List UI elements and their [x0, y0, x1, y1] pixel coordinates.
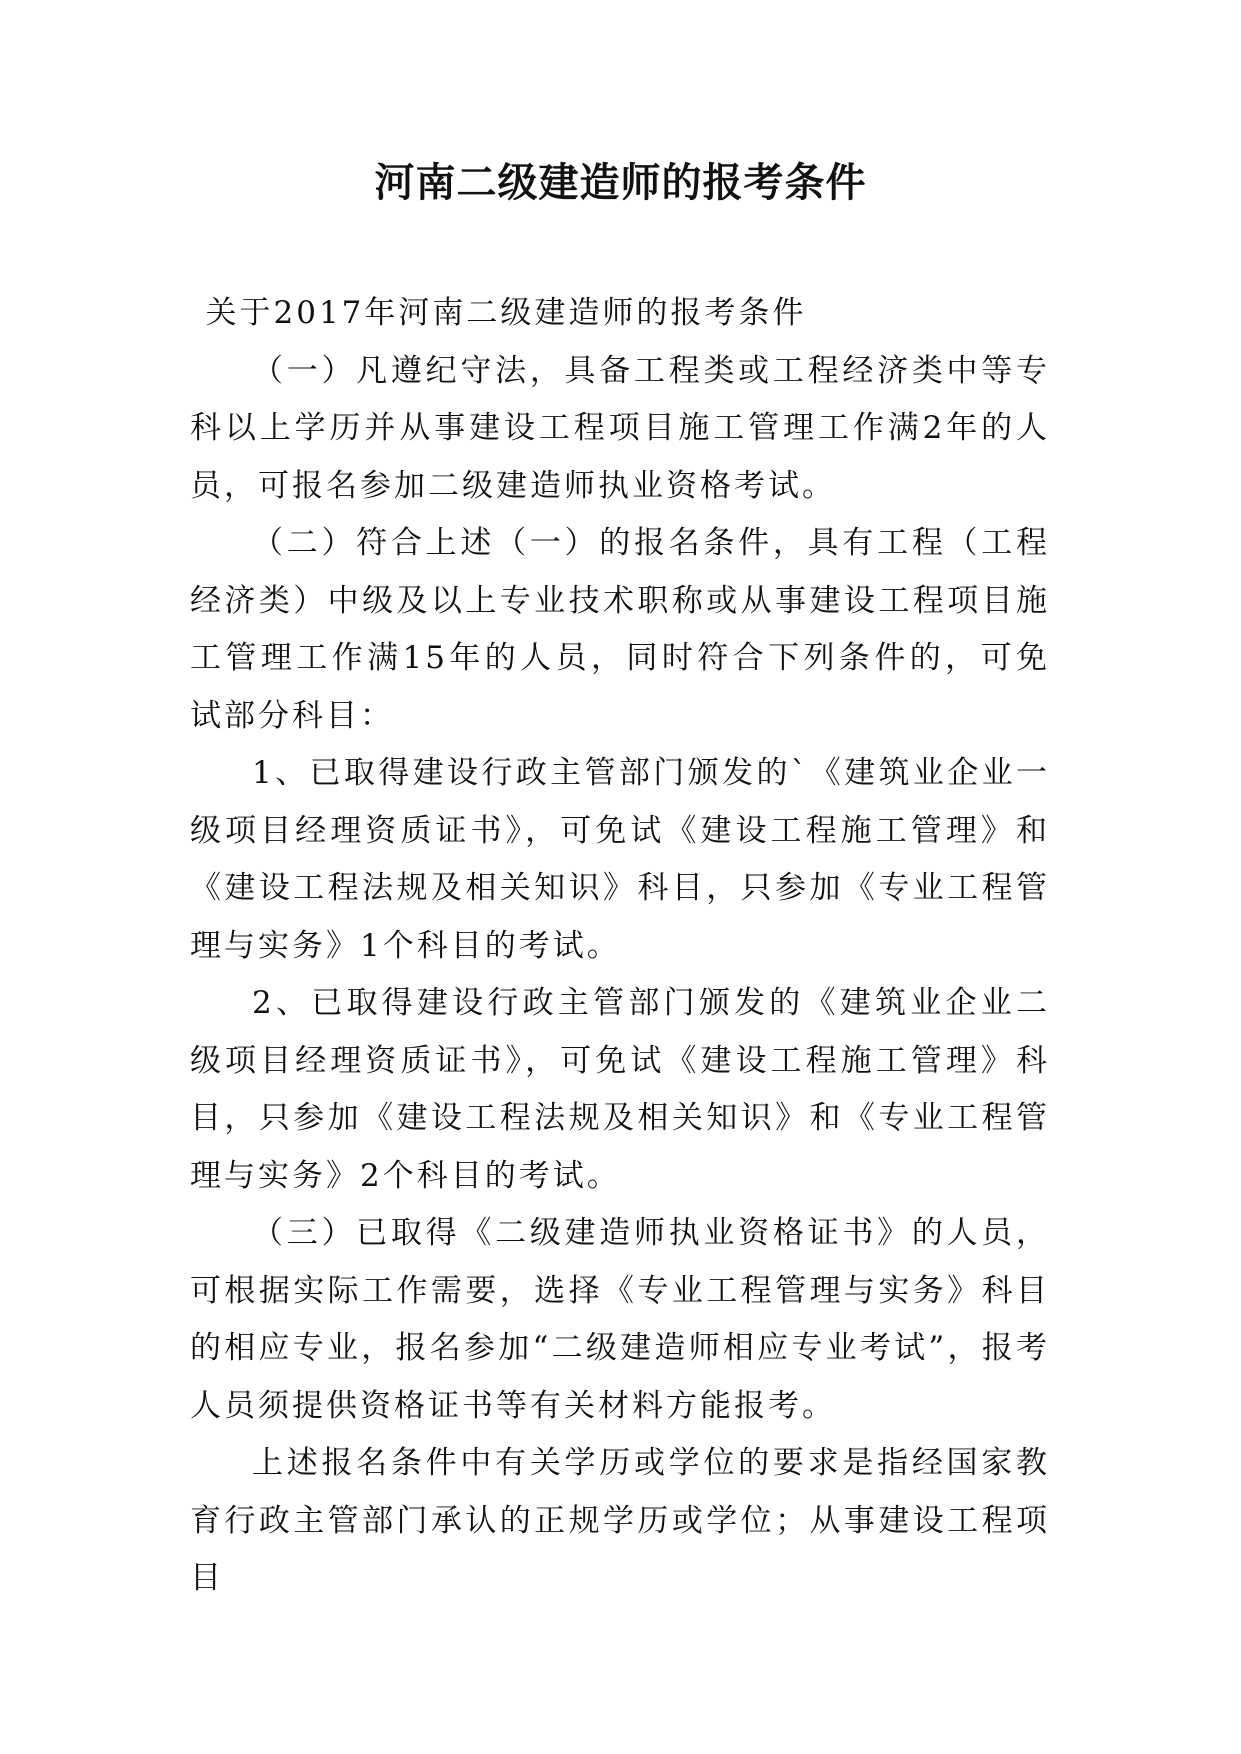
paragraph-condition-2: （二）符合上述（一）的报名条件，具有工程（工程经济类）中级及以上专业技术职称或从事建设工程项目施工管理工作满15年的人员，同时符合下列条件的，可免试部分科目： — [190, 525, 1050, 734]
document-body — [190, 285, 1050, 1608]
paragraph-exemption-1: 1、已取得建设行政主管部门颁发的`《建筑业企业一级项目经理资质证书》，可免试《建设工程施工管理》和《建设工程法规及相关知识》科目，只参加《专业工程管理与实务》1个科目的考试。 — [190, 755, 1050, 964]
paragraph-note: 上述报名条件中有关学历或学位的要求是指经国家教育行政主管部门承认的正规学历或学位；从事建设工程项目 — [190, 1445, 1050, 1596]
paragraph-condition-3: （三）已取得《二级建造师执业资格证书》的人员，可根据实际工作需要，选择《专业工程管理与实务》科目的相应专业，报名参加“二级建造师相应专业考试”，报考人员须提供资格证书等有关材料方能报考。 — [190, 1215, 1050, 1424]
document-title: 河南二级建造师的报考条件 — [374, 160, 867, 206]
paragraph-condition-1: （一）凡遵纪守法，具备工程类或工程经济类中等专科以上学历并从事建设工程项目施工管理工作满2年的人员，可报名参加二级建造师执业资格考试。 — [190, 352, 1050, 504]
paragraph-exemption-2: 2、已取得建设行政主管部门颁发的《建筑业企业二级项目经理资质证书》，可免试《建设工程施工管理》科目，只参加《建设工程法规及相关知识》和《专业工程管理与实务》2个科目的考试。 — [190, 985, 1050, 1194]
paragraph-intro: 关于2017年河南二级建造师的报考条件 — [205, 295, 807, 331]
